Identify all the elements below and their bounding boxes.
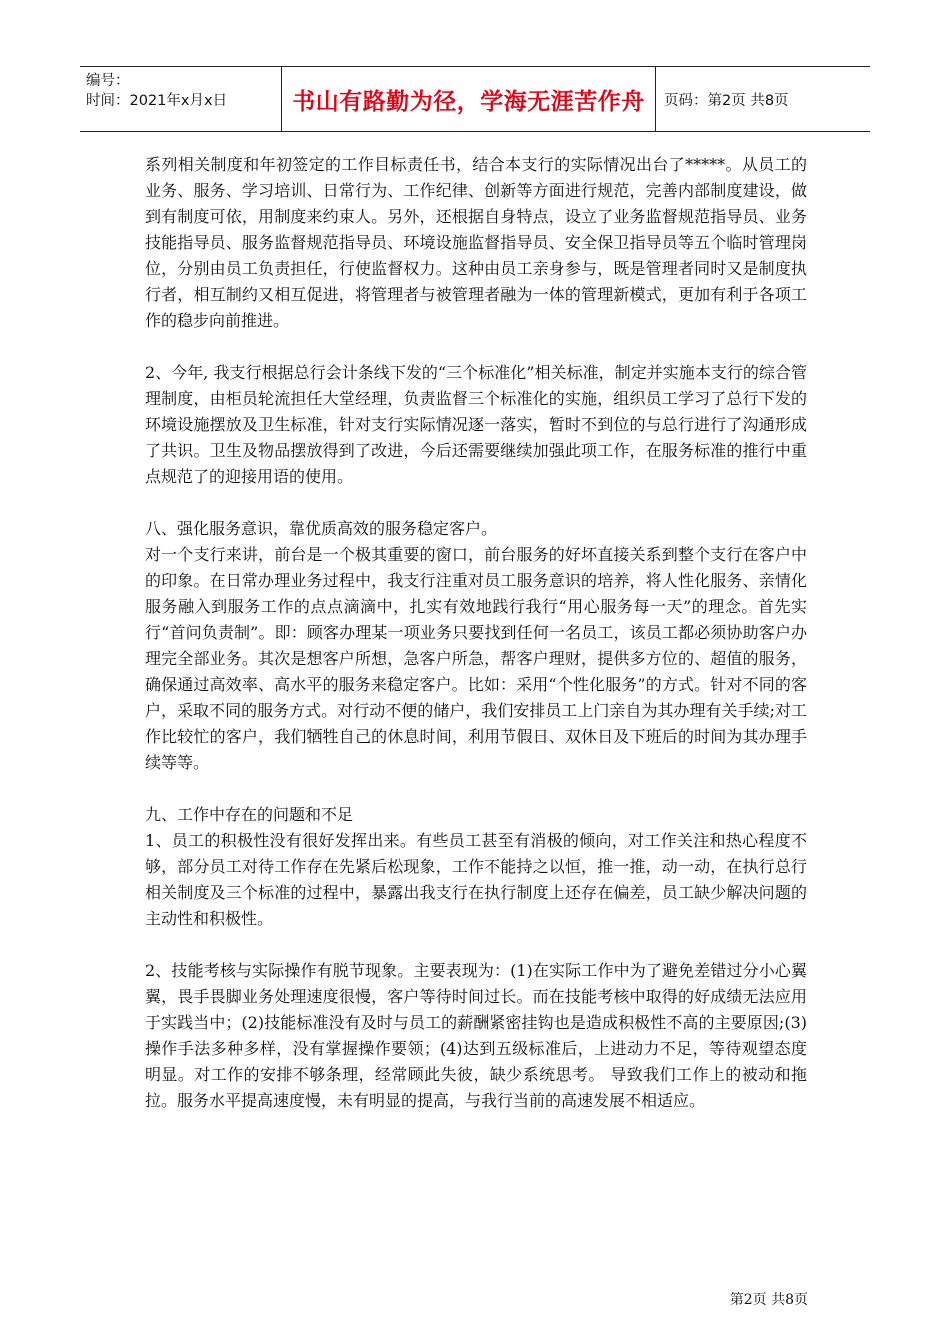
section-heading-9: 九、工作中存在的问题和不足 bbox=[145, 805, 354, 824]
document-body bbox=[145, 152, 807, 1114]
header-page-cell bbox=[656, 67, 870, 131]
header-motto-cell bbox=[282, 67, 656, 131]
paragraph: 对一个支行来讲，前台是一个极其重要的窗口，前台服务的好坏直接关系到整个支行在客户中的印象。在日常办理业务过程中，我支行注重对员工服务意识的培养，将人性化服务、亲情化服务融入到服务工作的点点滴滴中，扎实有效地践行我行“用心服务每一天”的理念。首先实行“首问负责制”。即：顾客办理某一项业务只要找到任何一名员工，该员工都必须协助客户办理完全部业务。其次是想客户所想，急客户所急，帮客户理财，提供多方位的、超值的服务，确保通过高效率、高水平的服务来稳定客户。比如：采用“个性化服务”的方式。针对不同的客户，采取不同的服务方式。对行动不便的储户，我们安排员工上门亲自为其办理有关手续;对工作比较忙的客户，我们牺牲自己的休息时间，利用节假日、双休日及下班后的时间为其办理手续等等。 bbox=[145, 545, 807, 772]
document-date: 时间：2021年x月x日 bbox=[86, 93, 228, 109]
paragraph: 系列相关制度和年初签定的工作目标责任书，结合本支行的实际情况出台了*****。从员工的业务、服务、学习培训、日常行为、工作纪律、创新等方面进行规范，完善内部制度建设，做到有制度可依，用制度来约束人。另外，还根据自身特点，设立了业务监督规范指导员、业务技能指导员、服务监督规范指导员、环境设施监督指导员、安全保卫指导员等五个临时管理岗位，分别由员工负责担任，行使监督权力。这种由员工亲身参与，既是管理者同时又是制度执行者，相互制约又相互促进，将管理者与被管理者融为一体的管理新模式，更加有利于各项工作的稳步向前推进。 bbox=[145, 155, 807, 330]
page-footer: 第2页 共8页 bbox=[729, 1292, 808, 1308]
document-number-label: 编号： bbox=[86, 73, 130, 89]
header-page-info: 页码：第2页 共8页 bbox=[664, 92, 789, 109]
section-heading-8: 八、强化服务意识，靠优质高效的服务稳定客户。 bbox=[145, 519, 498, 538]
paragraph: 2、技能考核与实际操作有脱节现象。主要表现为：(1)在实际工作中为了避免差错过分小心翼翼，畏手畏脚业务处理速度很慢，客户等待时间过长。而在技能考核中取得的好成绩无法应用于实践当中；(2)技能标准没有及时与员工的薪酬紧密挂钩也是造成积极性不高的主要原因;(3)操作手法多种多样，没有掌握操作要领；(4)达到五级标准后，上进动力不足，等待观望态度明显。对工作的安排不够条理，经常顾此失彼，缺少系统思考。 导致我们工作上的被动和拖拉。服务水平提高速度慢，未有明显的提高，与我行当前的高速发展不相适应。 bbox=[145, 961, 807, 1110]
paragraph: 2、今年, 我支行根据总行会计条线下发的“三个标准化”相关标准，制定并实施本支行的综合管理制度，由柜员轮流担任大堂经理，负责监督三个标准化的实施，组织员工学习了总行下发的环境设施摆放及卫生标准，针对支行实际情况逐一落实，暂时不到位的与总行进行了沟通形成了共识。卫生及物品摆放得到了改进，今后还需要继续加强此项工作，在服务标准的推行中重点规范了的迎接用语的使用。 bbox=[145, 363, 807, 486]
page-header bbox=[80, 66, 870, 132]
header-motto: 书山有路勤为径，学海无涯苦作舟 bbox=[292, 88, 645, 115]
paragraph: 1、员工的积极性没有很好发挥出来。有些员工甚至有消极的倾向，对工作关注和热心程度不够，部分员工对待工作存在先紧后松现象，工作不能持之以恒，推一推，动一动，在执行总行相关制度及三个标准的过程中，暴露出我支行在执行制度上还存在偏差，员工缺少解决问题的主动性和积极性。 bbox=[145, 831, 807, 928]
header-meta bbox=[80, 67, 282, 131]
